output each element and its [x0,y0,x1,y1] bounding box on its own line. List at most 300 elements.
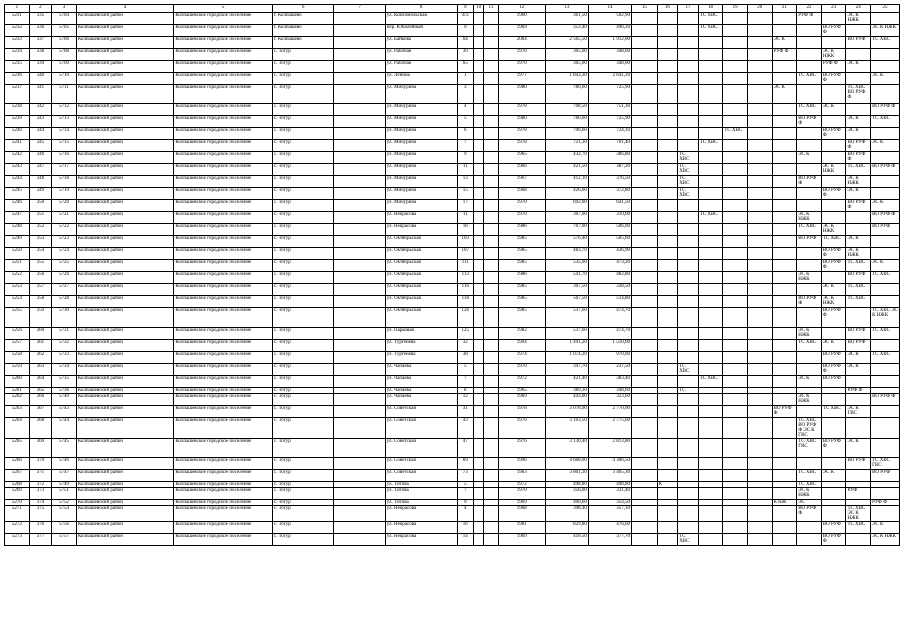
table-row [5,439,900,458]
cell-col-1: 5254 [5,296,30,308]
cell-col-23: ВО РУФ Ф [821,364,846,376]
cell-col-25 [871,296,900,308]
cell-col-3: 5749 [52,482,77,488]
cell-col-19 [723,458,748,470]
cell-col-14: 482,80 [588,272,631,284]
cell-col-11 [484,488,498,500]
cell-col-3: 5757 [52,534,77,546]
cell-col-9: 5 [457,116,473,128]
cell-col-10 [474,534,484,546]
cell-col-25: ТС ХВС [871,272,900,284]
cell-col-19 [723,188,748,200]
cell-col-10 [474,340,484,352]
cell-col-6: с. Тогур [272,236,334,248]
table-row [5,328,900,340]
cell-col-19 [723,506,748,522]
table-row [5,188,900,200]
cell-col-16 [657,296,678,308]
cell-col-18 [698,364,723,376]
cell-col-25: ТС ХВС [871,328,900,340]
cell-col-1: 5232 [5,25,30,37]
cell-col-12: 1976 [498,418,545,439]
cell-col-2: 342 [29,104,52,116]
cell-col-7 [334,200,385,212]
settlement-cell: Колпашевское городское поселение [174,376,273,388]
cell-col-2: 359 [29,308,52,328]
cell-col-21 [772,418,797,439]
cell-col-10 [474,212,484,224]
cell-col-15 [632,73,658,85]
cell-col-21 [772,439,797,458]
cell-col-21 [772,104,797,116]
cell-col-24: ТС ХВС ЭС К НЖК [846,506,871,522]
settlement-cell: Колпашевское городское поселение [174,85,273,104]
cell-col-19 [723,85,748,104]
cell-col-1: 5241 [5,140,30,152]
cell-col-12: 1978 [498,128,545,140]
cell-col-24: ВО РУФ [846,328,871,340]
cell-col-14: 348,00 [588,61,631,73]
cell-col-17 [678,37,699,49]
cell-col-19 [723,376,748,388]
cell-col-6: с. Тогур [272,85,334,104]
cell-col-8: ул. Чапаева [385,364,457,376]
cell-col-20 [747,260,772,272]
cell-col-6: с. Тогур [272,340,334,352]
cell-col-9: 9 [457,152,473,164]
cell-col-17 [678,25,699,37]
cell-col-18 [698,272,723,284]
cell-col-17 [678,308,699,328]
column-number-18: 18 [698,5,723,13]
column-number-16: 16 [657,5,678,13]
cell-col-18 [698,128,723,140]
table-row [5,13,900,25]
cell-col-3: 5740 [52,394,77,406]
cell-col-2: 368 [29,418,52,439]
cell-col-21 [772,340,797,352]
cell-col-8: ул. Тургенева [385,352,457,364]
cell-col-19 [723,248,748,260]
district-cell: Колпашевский район [76,376,174,388]
cell-col-15 [632,176,658,188]
cell-col-6: с. Тогур [272,534,334,546]
cell-col-8: ул. Тургенева [385,340,457,352]
cell-col-22: ВО РУФ Ф [797,176,822,188]
cell-col-24 [846,224,871,236]
cell-col-12: 1972 [498,376,545,388]
cell-col-14: 348,00 [588,49,631,61]
cell-col-13: 421,40 [545,376,588,388]
cell-col-17 [678,488,699,500]
cell-col-3: 5722 [52,224,77,236]
cell-col-21 [772,128,797,140]
cell-col-18 [698,296,723,308]
cell-col-21 [772,152,797,164]
cell-col-18 [698,49,723,61]
district-cell: Колпашевский район [76,164,174,176]
cell-col-16 [657,73,678,85]
cell-col-13: 798,50 [545,104,588,116]
cell-col-8: ул. Титова [385,488,457,500]
cell-col-19 [723,13,748,25]
cell-col-3: 5736 [52,388,77,394]
settlement-cell: Колпашевское городское поселение [174,128,273,140]
cell-col-10 [474,49,484,61]
cell-col-13: 347,70 [545,364,588,376]
column-number-25: 25 [871,5,900,13]
cell-col-13: 3 801,30 [545,470,588,482]
housing-register-table [4,4,900,546]
cell-col-10 [474,506,484,522]
cell-col-1: 5236 [5,73,30,85]
settlement-cell: Колпашевское городское поселение [174,176,273,188]
cell-col-1: 5240 [5,128,30,140]
cell-col-6: с. Тогур [272,248,334,260]
district-cell: Колпашевский район [76,394,174,406]
cell-col-23 [821,506,846,522]
cell-col-20 [747,418,772,439]
cell-col-2: 361 [29,340,52,352]
cell-col-25: ВО РУФ Ф [871,212,900,224]
cell-col-3: 5744 [52,418,77,439]
district-cell: Колпашевский район [76,104,174,116]
cell-col-16 [657,284,678,296]
district-cell: Колпашевский район [76,418,174,439]
district-cell: Колпашевский район [76,248,174,260]
cell-col-10 [474,458,484,470]
cell-col-14: 473,20 [588,260,631,272]
cell-col-24 [846,308,871,328]
cell-col-14: 505,60 [588,236,631,248]
cell-col-10 [474,61,484,73]
cell-col-14: 386,80 [588,152,631,164]
cell-col-9: 3 [457,85,473,104]
cell-col-22 [797,352,822,364]
cell-col-21 [772,224,797,236]
cell-col-23: ВО РУФ Ф [821,439,846,458]
cell-col-10 [474,224,484,236]
settlement-cell: Колпашевское городское поселение [174,61,273,73]
cell-col-17 [678,140,699,152]
table-row [5,284,900,296]
cell-col-20 [747,328,772,340]
cell-col-19 [723,394,748,406]
cell-col-9: 7 [457,140,473,152]
cell-col-10 [474,200,484,212]
column-number-21: 21 [772,5,797,13]
cell-col-7 [334,328,385,340]
cell-col-25 [871,439,900,458]
cell-col-9: 8 [457,388,473,394]
cell-col-20 [747,164,772,176]
cell-col-12: 1968 [498,188,545,200]
cell-col-20 [747,534,772,546]
cell-col-15 [632,534,658,546]
cell-col-15 [632,328,658,340]
cell-col-3: 5704 [52,13,77,25]
cell-col-25: ЭС К [871,260,900,272]
cell-col-10 [474,364,484,376]
cell-col-20 [747,236,772,248]
cell-col-16 [657,470,678,482]
cell-col-8: ул. Некрасова [385,522,457,534]
cell-col-15 [632,49,658,61]
cell-col-23 [821,85,846,104]
column-number-23: 23 [821,5,846,13]
cell-col-15 [632,506,658,522]
cell-col-10 [474,308,484,328]
cell-col-14: 237,50 [588,364,631,376]
cell-col-20 [747,73,772,85]
cell-col-9: 39 [457,49,473,61]
cell-col-23 [821,152,846,164]
settlement-cell: Колпашевское городское поселение [174,439,273,458]
cell-col-25 [871,176,900,188]
cell-col-11 [484,200,498,212]
cell-col-14: 506,00 [588,224,631,236]
cell-col-22: ЭС [797,500,822,506]
settlement-cell: Колпашевское городское поселение [174,164,273,176]
cell-col-3: 5751 [52,488,77,500]
cell-col-6: с. Тогур [272,164,334,176]
cell-col-14: 323,60 [588,394,631,406]
cell-col-3: 5714 [52,128,77,140]
cell-col-7 [334,308,385,328]
cell-col-10 [474,272,484,284]
cell-col-16 [657,328,678,340]
cell-col-21 [772,470,797,482]
cell-col-17 [678,85,699,104]
cell-col-11 [484,25,498,37]
cell-col-11 [484,61,498,73]
cell-col-17: ТС ХВС [678,176,699,188]
cell-col-1: 5272 [5,522,30,534]
cell-col-12: 1970 [498,364,545,376]
cell-col-10 [474,248,484,260]
cell-col-12: 1972 [498,482,545,488]
cell-col-1: 5234 [5,49,30,61]
cell-col-11 [484,224,498,236]
cell-col-15 [632,224,658,236]
cell-col-24: ЭС К [846,116,871,128]
cell-col-15 [632,200,658,212]
district-cell: Колпашевский район [76,152,174,164]
cell-col-3: 5732 [52,340,77,352]
cell-col-23 [821,140,846,152]
cell-col-17 [678,284,699,296]
cell-col-16 [657,458,678,470]
cell-col-23: ЭС К [821,340,846,352]
cell-col-22 [797,364,822,376]
cell-col-7 [334,224,385,236]
cell-col-21 [772,260,797,272]
cell-col-6: с. Тогур [272,128,334,140]
table-row [5,176,900,188]
table-row [5,296,900,308]
cell-col-6: г. Колпашево [272,25,334,37]
cell-col-13: 367,50 [545,284,588,296]
cell-col-14: 331,40 [588,488,631,500]
cell-col-20 [747,394,772,406]
settlement-cell: Колпашевское городское поселение [174,73,273,85]
cell-col-1: 5273 [5,534,30,546]
cell-col-1: 5261 [5,388,30,394]
cell-col-8: ул. Некрасова [385,534,457,546]
cell-col-7 [334,364,385,376]
cell-col-17 [678,340,699,352]
cell-col-14: 734,10 [588,128,631,140]
cell-col-23 [821,272,846,284]
cell-col-22 [797,534,822,546]
cell-col-22 [797,37,822,49]
cell-col-6: с. Тогур [272,272,334,284]
cell-col-15 [632,364,658,376]
cell-col-11 [484,116,498,128]
cell-col-24: ЭС К [846,352,871,364]
cell-col-25 [871,49,900,61]
cell-col-10 [474,394,484,406]
cell-col-17 [678,296,699,308]
cell-col-12: 1970 [498,49,545,61]
cell-col-11 [484,188,498,200]
cell-col-15 [632,406,658,418]
column-number-9: 9 [457,5,473,13]
settlement-cell: Колпашевское городское поселение [174,488,273,500]
cell-col-16 [657,272,678,284]
cell-col-15 [632,236,658,248]
table-row [5,212,900,224]
settlement-cell: Колпашевское городское поселение [174,506,273,522]
cell-col-1: 5267 [5,470,30,482]
cell-col-3: 5730 [52,308,77,328]
column-number-11: 11 [484,5,498,13]
cell-col-18 [698,522,723,534]
cell-col-21 [772,328,797,340]
cell-col-20 [747,364,772,376]
cell-col-6: с. Тогур [272,212,334,224]
cell-col-10 [474,296,484,308]
settlement-cell: Колпашевское городское поселение [174,25,273,37]
cell-col-9: 9 [457,500,473,506]
cell-col-2: 337 [29,37,52,49]
cell-col-16 [657,200,678,212]
cell-col-8: ул. Парковая [385,328,457,340]
settlement-cell: Колпашевское городское поселение [174,352,273,364]
cell-col-15 [632,376,658,388]
table-row [5,488,900,500]
cell-col-24 [846,394,871,406]
cell-col-20 [747,406,772,418]
cell-col-11 [484,522,498,534]
cell-col-25: ЭС К [871,200,900,212]
column-number-20: 20 [747,5,772,13]
cell-col-11 [484,37,498,49]
cell-col-13: 367,00 [545,212,588,224]
cell-col-13: 365,00 [545,49,588,61]
cell-col-3: 5711 [52,85,77,104]
settlement-cell: Колпашевское городское поселение [174,152,273,164]
cell-col-1: 5260 [5,376,30,388]
cell-col-12: 1960 [498,13,545,25]
cell-col-9: 69 [457,458,473,470]
cell-col-21 [772,164,797,176]
column-number-17: 17 [678,5,699,13]
cell-col-6: с. Тогур [272,388,334,394]
cell-col-18 [698,224,723,236]
cell-col-15 [632,85,658,104]
district-cell: Колпашевский район [76,328,174,340]
cell-col-17 [678,212,699,224]
cell-col-19 [723,104,748,116]
cell-col-8: ул. Мичурина [385,85,457,104]
cell-col-19 [723,439,748,458]
cell-col-18 [698,418,723,439]
cell-col-25 [871,418,900,439]
cell-col-21: РУФ Ф [772,49,797,61]
cell-col-12: 1985 [498,284,545,296]
cell-col-16 [657,188,678,200]
cell-col-22 [797,406,822,418]
cell-col-7 [334,49,385,61]
table-row [5,376,900,388]
cell-col-12: 1985 [498,236,545,248]
cell-col-3: 5723 [52,236,77,248]
cell-col-12: 1985 [498,260,545,272]
cell-col-25 [871,376,900,388]
cell-col-14: 2 641,20 [588,73,631,85]
cell-col-19 [723,308,748,328]
cell-col-11 [484,458,498,470]
cell-col-21 [772,506,797,522]
settlement-cell: Колпашевское городское поселение [174,236,273,248]
district-cell: Колпашевский район [76,470,174,482]
cell-col-9: 47 [457,439,473,458]
cell-col-11 [484,73,498,85]
table-row [5,128,900,140]
cell-col-8: ул. Советская [385,470,457,482]
cell-col-15 [632,470,658,482]
cell-col-21 [772,61,797,73]
table-row [5,470,900,482]
cell-col-18 [698,164,723,176]
cell-col-7 [334,394,385,406]
cell-col-25 [871,152,900,164]
district-cell: Колпашевский район [76,224,174,236]
cell-col-23 [821,488,846,500]
cell-col-12: 1982 [498,328,545,340]
cell-col-23: ТС ХВС [821,406,846,418]
table-row [5,116,900,128]
cell-col-23 [821,200,846,212]
district-cell: Колпашевский район [76,388,174,394]
cell-col-24 [846,418,871,439]
cell-col-18 [698,260,723,272]
cell-col-23 [821,394,846,406]
cell-col-8: ул. Некрасова [385,506,457,522]
cell-col-2: 357 [29,284,52,296]
cell-col-1: 5233 [5,37,30,49]
settlement-cell: Колпашевское городское поселение [174,224,273,236]
cell-col-3: 5710 [52,73,77,85]
cell-col-15 [632,394,658,406]
cell-col-16 [657,224,678,236]
settlement-cell: Колпашевское городское поселение [174,522,273,534]
cell-col-22 [797,200,822,212]
cell-col-23: ВО РУФ Ф [821,25,846,37]
cell-col-20 [747,248,772,260]
cell-col-10 [474,188,484,200]
